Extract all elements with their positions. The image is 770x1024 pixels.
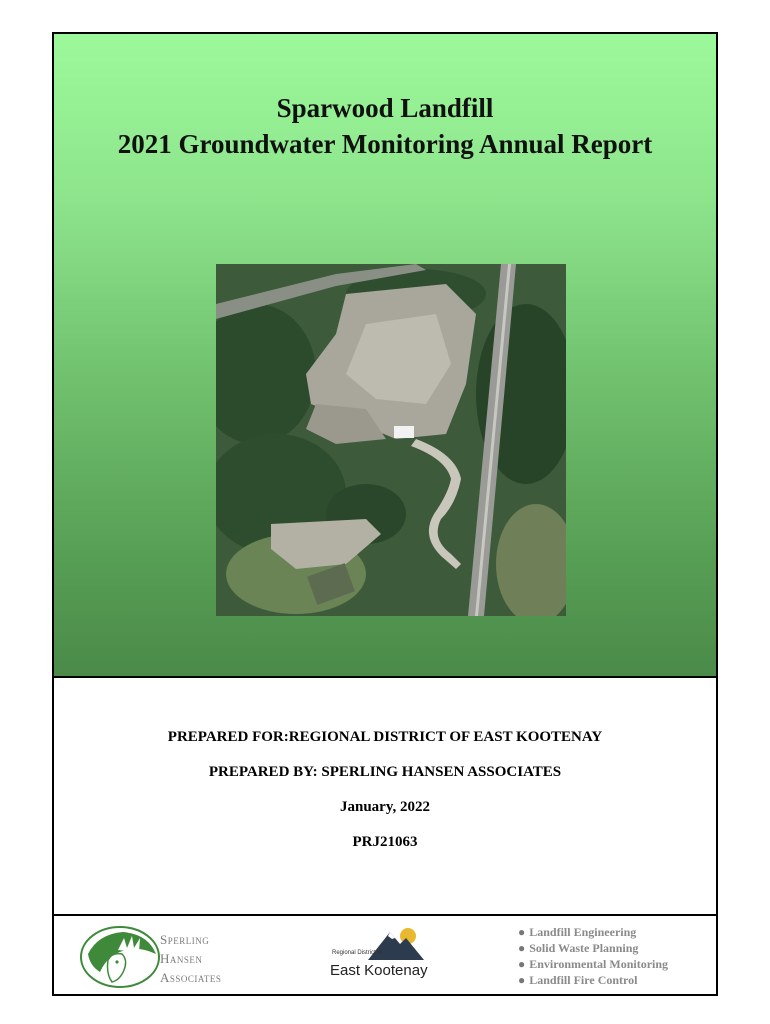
service-item: ● Landfill Fire Control [518, 973, 638, 987]
sha-logo-wordmark [160, 930, 221, 987]
prepared-for: PREPARED FOR:REGIONAL DISTRICT OF EAST KOOTENAY [167, 729, 603, 745]
green-cover-band [54, 34, 716, 678]
report-date: January, 2022 [339, 799, 430, 815]
rdek-small-text: Regional District of [332, 950, 383, 956]
sha-word-2: Hansen [160, 951, 203, 966]
moose-emblem-icon [78, 924, 160, 990]
aerial-photo [216, 264, 566, 616]
service-item: ● Landfill Engineering [518, 925, 637, 939]
bullet-icon: ● [518, 925, 526, 939]
bullet-icon: ● [518, 957, 526, 971]
aerial-photo-illustration [216, 264, 566, 616]
sha-word-1: Sperling [160, 932, 210, 947]
bullet-icon: ● [518, 973, 526, 987]
prepared-by: PREPARED BY: SPERLING HANSEN ASSOCIATES [208, 764, 562, 780]
title-line-1: Sparwood Landfill [276, 93, 494, 123]
title-line-2: 2021 Groundwater Monitoring Annual Report [117, 129, 653, 159]
bullet-icon: ● [518, 941, 526, 955]
report-title [54, 90, 716, 162]
footer-band [54, 914, 716, 996]
rdek-name: East Kootenay [330, 962, 428, 979]
service-item: ● Environmental Monitoring [518, 957, 669, 971]
services-list [518, 924, 668, 988]
cover-page [52, 32, 718, 996]
rdek-logo [328, 926, 428, 988]
prepared-block [54, 726, 716, 866]
sha-word-3: Associates [160, 970, 222, 985]
sperling-hansen-logo [78, 924, 248, 990]
service-item: ● Solid Waste Planning [518, 941, 639, 955]
project-number: PRJ21063 [352, 834, 418, 850]
